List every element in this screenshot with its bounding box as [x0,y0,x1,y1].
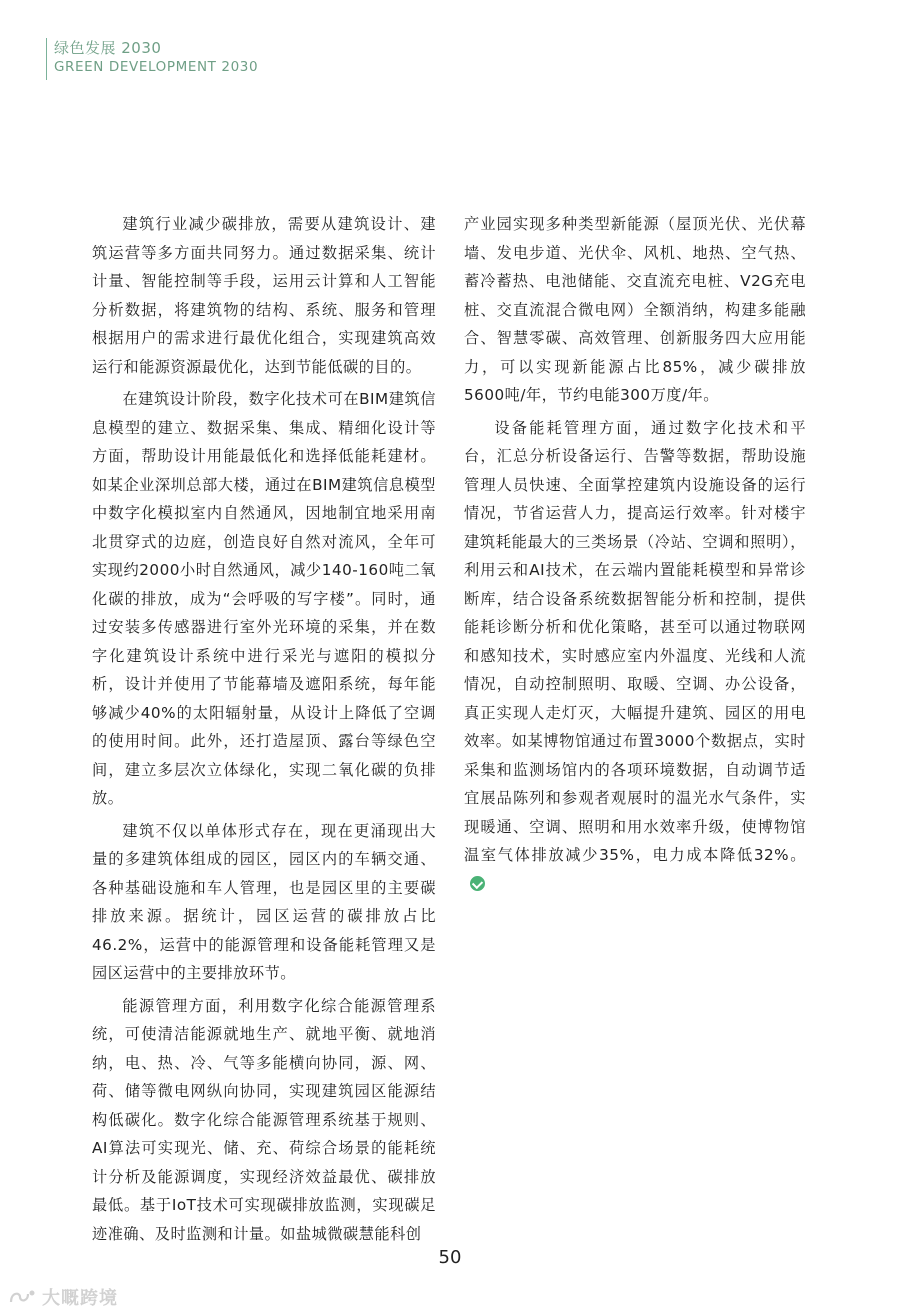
left-column [92,210,436,1252]
page-number: 50 [438,1247,462,1268]
header-title-en: GREEN DEVELOPMENT 2030 [54,59,259,75]
article-end-check-icon [470,876,485,891]
header-title-cn: 绿色发展 2030 [54,39,162,57]
right-column [464,210,806,902]
paragraph-final [464,414,806,899]
paragraph: 建筑行业减少碳排放，需要从建筑设计、建筑运营等多方面共同努力。通过数据采集、统计计量、智能控制等手段，运用云计算和人工智能分析数据，将建筑物的结构、系统、服务和管理根据用户的需求进行最优化组合，实现建筑高效运行和能源资源最优化，达到节能低碳的目的。 [92,215,436,376]
watermark-logo-icon [8,1288,38,1306]
paragraph-text: 设备能耗管理方面，通过数字化技术和平台，汇总分析设备运行、告警等数据，帮助设施管理人员快速、全面掌控建筑内设施设备的运行情况，节省运营人力，提高运行效率。针对楼宇建筑耗能最大的三类场景（冷站、空调和照明），利用云和AI技术，在云端内置能耗模型和异常诊断库，结合设备系统数据智能分析和控制，提供能耗诊断分析和优化策略，甚至可以通过物联网和感知技术，实时感应室内外温度、光线和人流情况，自动控制照明、取暖、空调、办公设备，真正实现人走灯灭，大幅提升建筑、园区的用电效率。如某博物馆通过布置3000个数据点，实时采集和监测场馆内的各项环境数据，自动调节适宜展品陈列和参观者观展时的温光水气条件，实现暖通、空调、照明和用水效率升级，使博物馆温室气体排放减少35%，电力成本降低32%。 [464,418,806,864]
paragraph: 建筑不仅以单体形式存在，现在更涌现出大量的多建筑体组成的园区，园区内的车辆交通、各种基础设施和车人管理，也是园区里的主要碳排放来源。据统计，园区运营的碳排放占比46.2%，运营中的能源管理和设备能耗管理又是园区运营中的主要排放环节。 [92,821,436,982]
running-header [46,38,258,80]
paragraph-continued: 产业园实现多种类型新能源（屋顶光伏、光伏幕墙、发电步道、光伏伞、风机、地热、空气热、蓄冷蓄热、电池储能、交直流充电桩、V2G充电桩、交直流混合微电网）全额消纳，构建多能融合、智慧零碳、高效管理、创新服务四大应用能力，可以实现新能源占比85%，减少碳排放5600吨/年，节约电能300万度/年。 [464,215,806,404]
paragraph: 在建筑设计阶段，数字化技术可在BIM建筑信息模型的建立、数据采集、集成、精细化设计等方面，帮助设计用能最低化和选择低能耗建材。如某企业深圳总部大楼，通过在BIM建筑信息模型中数字化模拟室内自然通风，因地制宜地采用南北贯穿式的边庭，创造良好自然对流风，全年可实现约2000小时自然通风，减少140-160吨二氧化碳的排放，成为“会呼吸的写字楼”。同时，通过安装多传感器进行室外光环境的采集，并在数字化建筑设计系统中进行采光与遮阳的模拟分析，设计并使用了节能幕墙及遮阳系统，每年能够减少40%的太阳辐射量，从设计上降低了空调的使用时间。此外，还打造屋顶、露台等绿色空间，建立多层次立体绿化，实现二氧化碳的负排放。 [92,390,436,807]
watermark-text: 大嘅跨境 [42,1288,118,1309]
watermark [8,1286,118,1308]
paragraph: 能源管理方面，利用数字化综合能源管理系统，可使清洁能源就地生产、就地平衡、就地消纳，电、热、冷、气等多能横向协同，源、网、荷、储等微电网纵向协同，实现建筑园区能源结构低碳化。数字化综合能源管理系统基于规则、AI算法可实现光、储、充、荷综合场景的能耗统计分析及能源调度，实现经济效益最优、碳排放最低。基于IoT技术可实现碳排放监测，实现碳足迹准确、及时监测和计量。如盐城微碳慧能科创 [92,996,436,1243]
